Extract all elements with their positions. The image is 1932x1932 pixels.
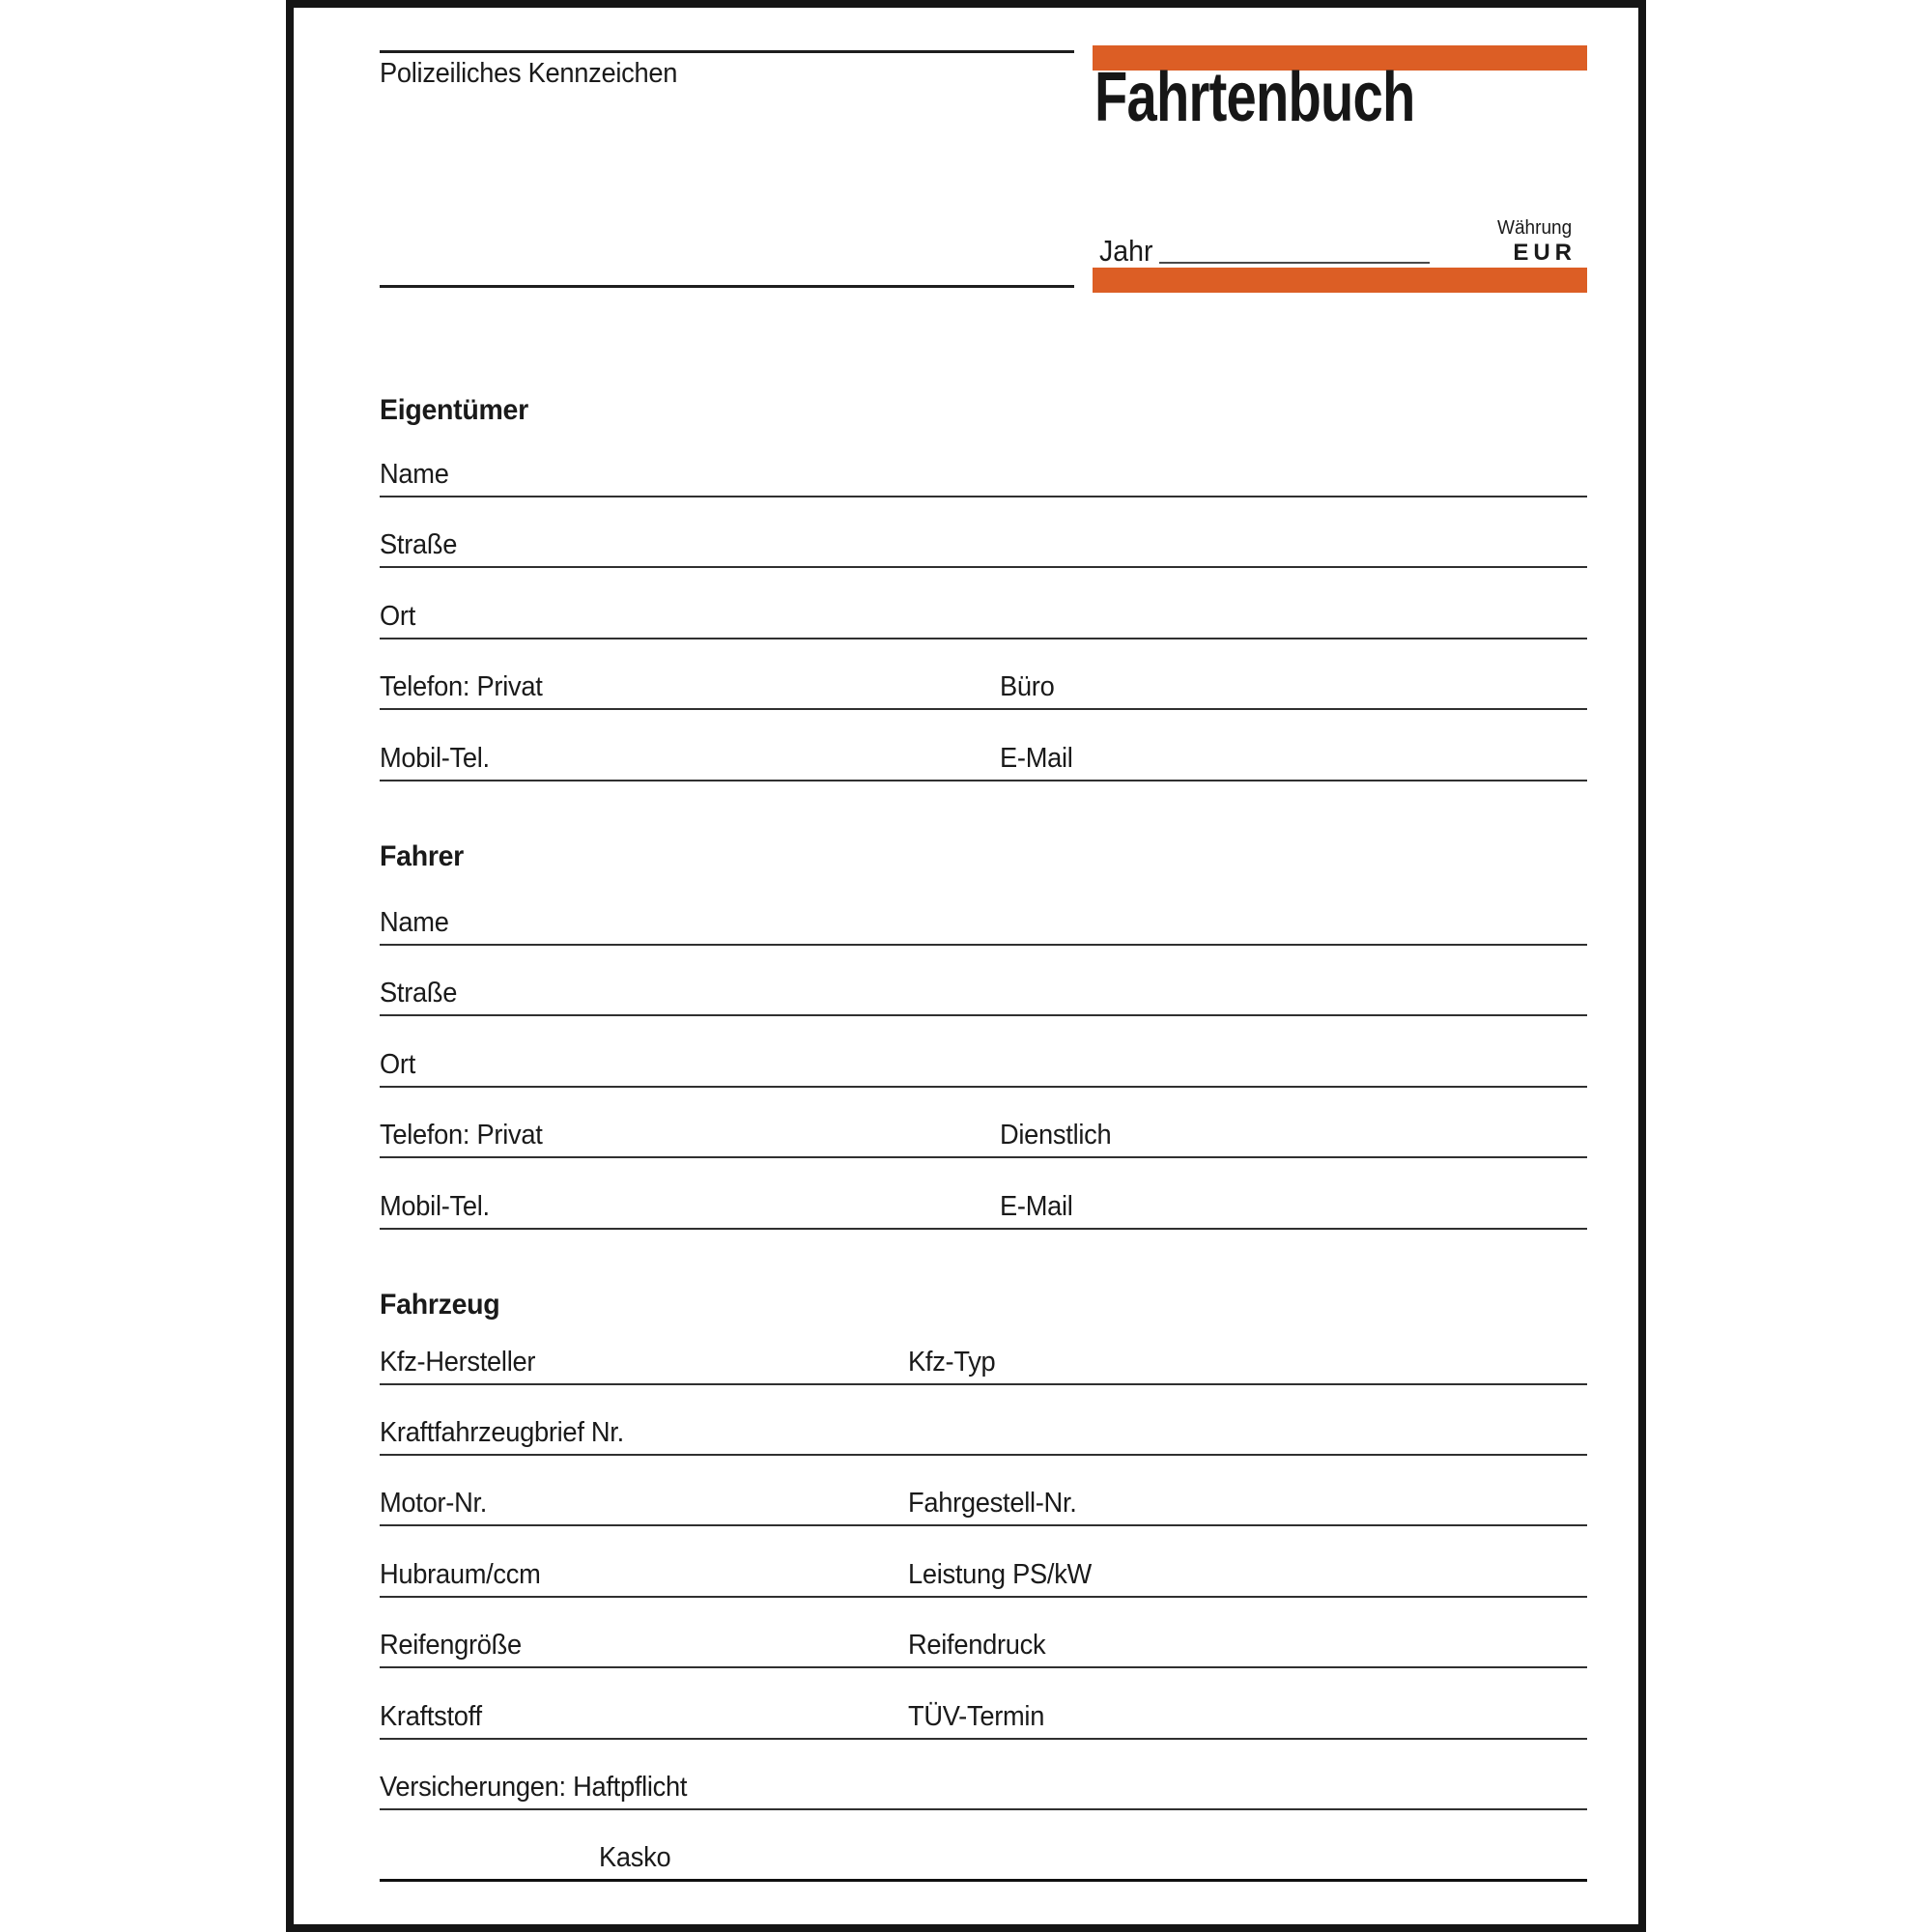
field-label: Kasko bbox=[599, 1842, 671, 1874]
year-label: Jahr bbox=[1099, 234, 1153, 268]
field-row-driver-name[interactable] bbox=[380, 899, 1587, 946]
field-row-owner-mobile[interactable] bbox=[380, 735, 1587, 781]
secondary-write-line[interactable] bbox=[380, 285, 1074, 288]
license-plate-write-line[interactable] bbox=[380, 50, 1074, 53]
field-row-insurance-comprehensive[interactable] bbox=[380, 1834, 1587, 1882]
field-label: Name bbox=[380, 907, 449, 939]
field-label-2: TÜV-Termin bbox=[908, 1701, 1045, 1733]
section-heading-vehicle: Fahrzeug bbox=[380, 1289, 500, 1321]
field-row-driver-city[interactable] bbox=[380, 1041, 1587, 1088]
field-row-insurance-liability[interactable] bbox=[380, 1764, 1587, 1810]
section-heading-owner: Eigentümer bbox=[380, 394, 528, 426]
field-label: Kraftstoff bbox=[380, 1701, 482, 1733]
field-row-owner-phone[interactable] bbox=[380, 664, 1587, 710]
field-label: Mobil-Tel. bbox=[380, 1191, 490, 1223]
currency-value: EUR bbox=[1513, 240, 1577, 266]
section-heading-driver: Fahrer bbox=[380, 840, 464, 872]
field-label-2: Leistung PS/kW bbox=[908, 1559, 1092, 1591]
field-label-2: Fahrgestell-Nr. bbox=[908, 1488, 1077, 1520]
field-row-driver-phone[interactable] bbox=[380, 1112, 1587, 1158]
field-label: Versicherungen: Haftpflicht bbox=[380, 1772, 688, 1804]
field-row-vehicle-displacement[interactable] bbox=[380, 1551, 1587, 1598]
field-label-2: Kfz-Typ bbox=[908, 1347, 996, 1378]
field-label: Telefon: Privat bbox=[380, 1120, 543, 1151]
currency-label: Währung bbox=[1496, 217, 1572, 239]
field-row-vehicle-tire-size[interactable] bbox=[380, 1622, 1587, 1668]
field-label-2: E-Mail bbox=[1000, 743, 1073, 775]
field-label: Straße bbox=[380, 529, 458, 561]
field-row-vehicle-manufacturer[interactable] bbox=[380, 1339, 1587, 1385]
field-label: Reifengröße bbox=[380, 1630, 522, 1662]
field-label: Straße bbox=[380, 978, 458, 1009]
accent-bar-bottom bbox=[1093, 268, 1587, 293]
field-label: Hubraum/ccm bbox=[380, 1559, 541, 1591]
field-row-owner-street[interactable] bbox=[380, 522, 1587, 568]
license-plate-label: Polizeiliches Kennzeichen bbox=[380, 58, 678, 89]
field-row-owner-name[interactable] bbox=[380, 451, 1587, 497]
field-label: Mobil-Tel. bbox=[380, 743, 490, 775]
year-write-line[interactable] bbox=[1159, 262, 1430, 264]
field-label-2: Dienstlich bbox=[1000, 1120, 1112, 1151]
field-label: Kraftfahrzeugbrief Nr. bbox=[380, 1417, 624, 1449]
field-row-driver-mobile[interactable] bbox=[380, 1183, 1587, 1230]
field-label: Motor-Nr. bbox=[380, 1488, 488, 1520]
field-row-vehicle-fuel[interactable] bbox=[380, 1693, 1587, 1740]
field-label: Ort bbox=[380, 1049, 416, 1081]
page-title: Fahrtenbuch bbox=[1094, 59, 1415, 136]
field-label: Telefon: Privat bbox=[380, 671, 543, 703]
field-row-owner-city[interactable] bbox=[380, 593, 1587, 639]
field-label: Ort bbox=[380, 601, 416, 633]
field-label: Kfz-Hersteller bbox=[380, 1347, 536, 1378]
fahrtenbuch-cover-page bbox=[286, 0, 1646, 1932]
field-label: Name bbox=[380, 459, 449, 491]
field-row-driver-street[interactable] bbox=[380, 970, 1587, 1016]
field-label-2: Büro bbox=[1000, 671, 1055, 703]
field-label-2: Reifendruck bbox=[908, 1630, 1046, 1662]
field-row-vehicle-engine-number[interactable] bbox=[380, 1480, 1587, 1526]
field-row-vehicle-registration-doc[interactable] bbox=[380, 1409, 1587, 1456]
field-label-2: E-Mail bbox=[1000, 1191, 1073, 1223]
